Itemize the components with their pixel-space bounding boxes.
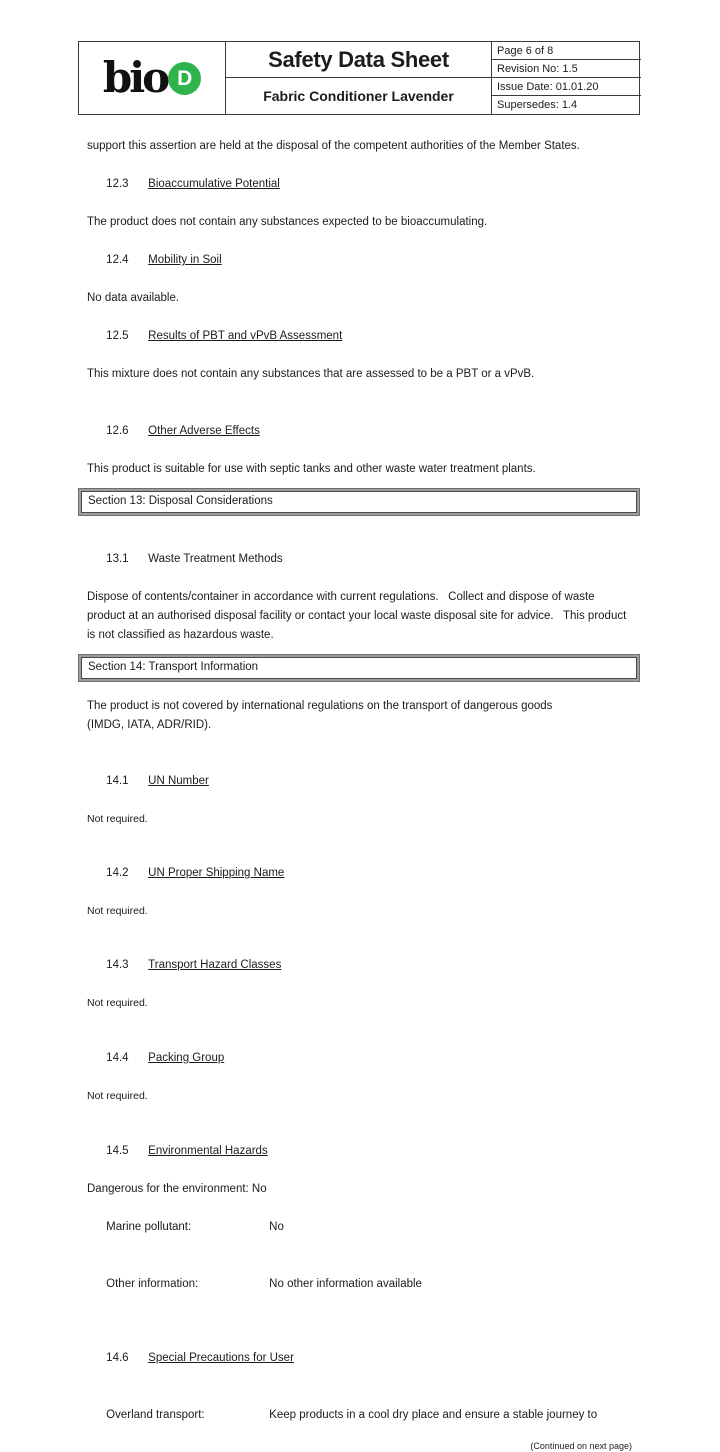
company-logo	[79, 42, 225, 114]
row-label: Other information:	[106, 1278, 199, 1290]
subsection-title: Transport Hazard Classes	[148, 959, 282, 971]
row-label: Overland transport:	[106, 1409, 205, 1421]
subsection-number: 12.6	[106, 425, 129, 437]
page-number: Page 6 of 8	[491, 42, 641, 60]
subsection-title: Other Adverse Effects	[148, 425, 260, 437]
subsection-14-2-body: Not required.	[87, 905, 148, 917]
subsection-12-6-body: This product is suitable for use with septic tanks and other waste water treatment plants.	[87, 463, 536, 475]
subsection-title: Results of PBT and vPvB Assessment	[148, 330, 343, 342]
subsection-14-4-body: Not required.	[87, 1090, 148, 1102]
subsection-title: Environmental Hazards	[148, 1145, 268, 1157]
row-value: No other information available	[269, 1278, 422, 1290]
subsection-title: Packing Group	[148, 1052, 225, 1064]
document-body	[78, 137, 631, 1452]
subsection-12-6-heading	[87, 403, 631, 460]
subsection-14-5-heading	[87, 1123, 631, 1180]
subsection-14-4-heading	[87, 1030, 631, 1087]
subsection-number: 14.3	[106, 959, 129, 971]
subsection-14-3-body: Not required.	[87, 997, 148, 1009]
subsection-number: 12.4	[106, 254, 129, 266]
revision-number: Revision No: 1.5	[491, 60, 641, 78]
subsection-number: 13.1	[106, 553, 129, 565]
document-title: Safety Data Sheet	[225, 42, 491, 78]
logo-wordmark: bio	[102, 53, 168, 102]
subsection-12-5-body: This mixture does not contain any substances that are assessed to be a PBT or a vPvB.	[87, 368, 535, 380]
subsection-title: Mobility in Soil	[148, 254, 222, 266]
subsection-number: 14.4	[106, 1052, 129, 1064]
subsection-12-3-heading	[87, 156, 631, 213]
section-13-banner-title: Section 13: Disposal Considerations	[81, 491, 637, 513]
subsection-12-3-body: The product does not contain any substances expected to be bioaccumulating.	[87, 216, 488, 228]
section-14-intro-line-2: (IMDG, IATA, ADR/RID).	[87, 719, 212, 731]
section-14-banner	[78, 654, 640, 682]
document-header-table	[78, 41, 640, 115]
subsection-14-1-body: Not required.	[87, 813, 148, 825]
subsection-14-2-heading	[87, 845, 631, 902]
row-label: Marine pollutant:	[106, 1221, 192, 1233]
subsection-14-1-heading	[87, 753, 631, 810]
supersedes-version: Supersedes: 1.4	[491, 96, 641, 114]
subsection-number: 14.5	[106, 1145, 129, 1157]
subsection-title: Waste Treatment Methods	[148, 553, 283, 565]
product-name: Fabric Conditioner Lavender	[225, 78, 491, 114]
subsection-title: Bioaccumulative Potential	[148, 178, 280, 190]
environmental-hazard-line: Dangerous for the environment: No	[87, 1183, 267, 1195]
subsection-13-1-body: Dispose of contents/container in accordance with current regulations. Collect and dispose of waste product at an authorised disposal facility or contact your local waste disposal site for advice. This product is not classified as hazardous waste.	[87, 591, 630, 641]
subsection-12-5-heading	[87, 308, 631, 365]
subsection-title: UN Number	[148, 775, 209, 787]
subsection-number: 14.1	[106, 775, 129, 787]
section-14-banner-title: Section 14: Transport Information	[81, 657, 637, 679]
section-14-intro-line-1: The product is not covered by international regulations on the transport of dangerous goods	[87, 700, 553, 712]
subsection-title: UN Proper Shipping Name	[148, 867, 285, 879]
subsection-14-3-heading	[87, 937, 631, 994]
subsection-number: 12.3	[106, 178, 129, 190]
row-value: Keep products in a cool dry place and ensure a stable journey to	[269, 1409, 598, 1421]
subsection-13-1-heading	[87, 531, 631, 588]
subsection-title: Special Precautions for User	[148, 1352, 294, 1364]
continued-on-next-page-note: (Continued on next page)	[530, 1441, 632, 1451]
section-13-banner	[78, 488, 640, 516]
marine-pollutant-row	[87, 1199, 631, 1256]
other-information-row	[87, 1256, 631, 1313]
carryover-text: support this assertion are held at the disposal of the competent authorities of the Member States.	[87, 140, 580, 152]
overland-transport-row	[87, 1387, 631, 1444]
subsection-12-4-body: No data available.	[87, 292, 180, 304]
subsection-number: 14.2	[106, 867, 129, 879]
subsection-number: 12.5	[106, 330, 129, 342]
issue-date: Issue Date: 01.01.20	[491, 78, 641, 96]
subsection-number: 14.6	[106, 1352, 129, 1364]
subsection-12-4-heading	[87, 232, 631, 289]
row-value: No	[269, 1221, 284, 1233]
subsection-14-6-heading	[87, 1330, 631, 1387]
logo-d-badge-icon: D	[168, 62, 201, 95]
